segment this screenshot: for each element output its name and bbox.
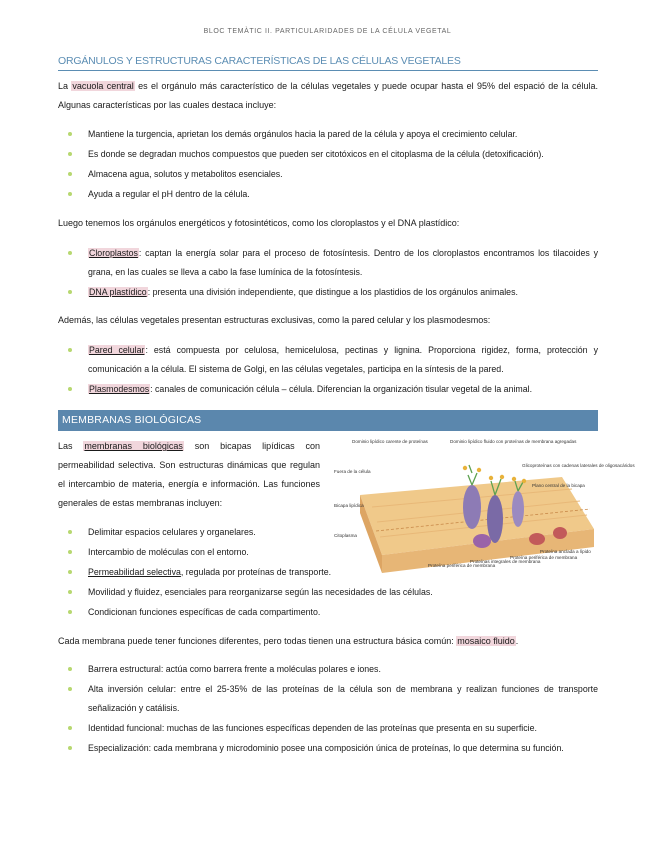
text-run: : está compuesta por celulosa, hemicelulosa, pectinas y lignina. Proporciona rigidez, forma, protección y comunicación a la célula. El sistema de Golgi, en las células vegetales, participa en la síntesis de la pared. xyxy=(88,345,598,374)
figure-label: Dominio lipídico carente de proteínas xyxy=(352,439,428,444)
mosaic-list xyxy=(66,660,598,759)
list-item: Movilidad y fluidez, esenciales para reorganizarse según las necesidades de las células. xyxy=(66,583,598,602)
figure-label: Dominio lipídico fluido con proteínas de membrana agregadas xyxy=(450,439,577,444)
energy-list xyxy=(66,244,598,303)
list-item xyxy=(66,563,598,582)
membranas-intro-paragraph xyxy=(58,437,320,513)
highlight-term-membranas: membranas biológicas xyxy=(84,441,183,451)
list-item: Intercambio de moléculas con el entorno. xyxy=(66,543,598,562)
text-run: , regulada por proteínas de transporte. xyxy=(180,567,332,577)
text-run: Cada membrana puede tener funciones diferentes, pero todas tienen una estructura básica común: xyxy=(58,636,457,646)
mosaic-paragraph xyxy=(58,632,598,651)
section-heading-organulos: ORGÁNULOS Y ESTRUCTURAS CARACTERÍSTICAS DE LAS CÉLULAS VEGETALES xyxy=(58,55,598,71)
text-run: . xyxy=(515,636,519,646)
figure-label: Proteínas integrales de membrana xyxy=(470,559,541,564)
text-run: La xyxy=(58,81,72,91)
list-item: Es donde se degradan muchos compuestos que pueden ser citotóxicos en el citoplasma de la célula (detoxificación). xyxy=(66,145,598,164)
highlight-term-pared-celular: Pared celular xyxy=(89,345,145,355)
list-item: Delimitar espacios celulares y organelares. xyxy=(66,523,598,542)
vacuola-paragraph xyxy=(58,77,598,115)
list-item: Barrera estructural: actúa como barrera frente a moléculas polares e iones. xyxy=(66,660,598,679)
list-item xyxy=(66,244,598,282)
underlined-term-permeabilidad: Permeabilidad selectiva xyxy=(88,567,181,577)
text-run: : captan la energía solar para el proceso de fotosíntesis. Dentro de los cloroplastos encontramos los tilacoides y grana, en las cuales se lleva a cabo la fase lumínica de la fotosíntesis. xyxy=(88,248,598,277)
list-item: Condicionan funciones específicas de cada compartimento. xyxy=(66,603,598,622)
running-header: BLOC TEMÀTIC II. PARTICULARIDADES DE LA CÉLULA VEGETAL xyxy=(203,28,452,35)
list-item xyxy=(66,341,598,379)
highlight-term-plasmodesmos: Plasmodesmos xyxy=(89,384,150,394)
text-run: Las xyxy=(58,441,84,451)
text-run: son bicapas lipídicas con permeabilidad selectiva. Son estructuras dinámicas que regulan el intercambio de materia, energía e información. Las funciones generales de estas membranas incluyen: xyxy=(58,441,321,508)
energy-intro-paragraph: Luego tenemos los orgánulos energéticos y fotosintéticos, como los cloroplastos y el DNA plastídico: xyxy=(58,218,460,228)
list-item: Especialización: cada membrana y microdominio posee una composición única de proteínas, lo que determina su función. xyxy=(66,739,598,758)
figure-label: Citoplasma xyxy=(334,533,357,538)
figure-label: Bicapa lipídica xyxy=(334,503,364,508)
text-run: : canales de comunicación célula – célula. Diferencian la organización tisular vegetal de la animal. xyxy=(150,384,533,394)
figure-label: Glicoproteínas con cadenas laterales de oligosacáridos xyxy=(522,463,635,468)
highlight-term-dna-plastidico: DNA plastídico xyxy=(89,287,147,297)
text-run: es el orgánulo más característico de la células vegetales y puede ocupar hasta el 95% del espació de la célula. Algunas características por las cuales destaca incluye: xyxy=(58,81,598,110)
list-item: Identidad funcional: muchas de las funciones específicas dependen de las proteínas que presenta en su superficie. xyxy=(66,719,598,738)
text-run: : presenta una división independiente, que distingue a los plastidios de los orgánulos animales. xyxy=(147,287,518,297)
list-item xyxy=(66,283,598,302)
figure-label: Proteína periférica de membrana xyxy=(510,555,578,560)
list-item: Alta inversión celular: entre el 25-35% de las proteínas de la célula son de membrana y realizan funciones de transporte señalización y catálisis. xyxy=(66,680,598,718)
figure-label: Proteína anclada a lípido xyxy=(540,549,591,554)
highlight-term-mosaico-fluido: mosaico fluido xyxy=(457,636,515,646)
figure-label: Plano central de la bicapa xyxy=(532,483,585,488)
list-item xyxy=(66,380,598,399)
highlight-term-cloroplastos: Cloroplastos xyxy=(89,248,138,258)
exclusive-intro-paragraph: Además, las células vegetales presentan estructuras exclusivas, como la pared celular y los plasmodesmos: xyxy=(58,315,491,325)
vacuola-list xyxy=(66,125,598,205)
list-item: Ayuda a regular el pH dentro de la célula. xyxy=(66,185,598,204)
section-heading-membranas: MEMBRANAS BIOLÓGICAS xyxy=(58,410,598,431)
list-item: Mantiene la turgencia, aprietan los demás orgánulos hacia la pared de la célula y apoya el crecimiento celular. xyxy=(66,125,598,144)
membrane-functions-list xyxy=(66,523,598,623)
highlight-term-vacuola: vacuola central xyxy=(72,81,134,91)
exclusive-list xyxy=(66,341,598,400)
figure-label: Fuera de la célula xyxy=(334,469,371,474)
figure-label: Proteína periférica de membrana xyxy=(428,563,496,568)
list-item: Almacena agua, solutos y metabolitos esenciales. xyxy=(66,165,598,184)
